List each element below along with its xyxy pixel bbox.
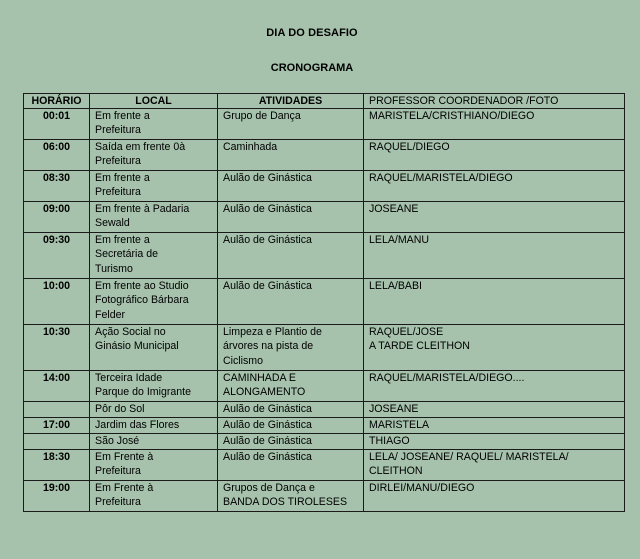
professor-cell: MARISTELA — [364, 418, 625, 434]
activities-cell: Aulão de Ginástica — [218, 279, 364, 325]
activities-cell: Grupo de Dança — [218, 109, 364, 140]
location-cell: Saída em frente 0à Prefeitura — [90, 140, 218, 171]
time-cell — [24, 402, 90, 418]
table-row — [24, 202, 625, 233]
activities-cell: Aulão de Ginástica — [218, 202, 364, 233]
activities-cell: Aulão de Ginástica — [218, 418, 364, 434]
activities-cell: CAMINHADA E ALONGAMENTO — [218, 371, 364, 402]
header-time: HORÁRIO — [24, 94, 90, 109]
professor-cell: RAQUEL/JOSE A TARDE CLEITHON — [364, 325, 625, 371]
time-cell: 10:30 — [24, 325, 90, 371]
table-row — [24, 434, 625, 450]
location-cell: Em frente ao Studio Fotográfico Bárbara Felder — [90, 279, 218, 325]
time-cell: 00:01 — [24, 109, 90, 140]
location-cell: Em Frente à Prefeitura — [90, 481, 218, 512]
location-cell: Em frente à Padaria Sewald — [90, 202, 218, 233]
time-cell: 10:00 — [24, 279, 90, 325]
time-cell: 06:00 — [24, 140, 90, 171]
header-location: LOCAL — [90, 94, 218, 109]
table-row — [24, 233, 625, 279]
page-title: DIA DO DESAFIO — [266, 27, 358, 39]
header-row — [24, 94, 625, 109]
location-cell: Em Frente à Prefeitura — [90, 450, 218, 481]
location-cell: Ação Social no Ginásio Municipal — [90, 325, 218, 371]
time-cell: 17:00 — [24, 418, 90, 434]
professor-cell: LELA/ JOSEANE/ RAQUEL/ MARISTELA/ CLEITHON — [364, 450, 625, 481]
professor-cell: RAQUEL/DIEGO — [364, 140, 625, 171]
location-cell: Em frente a Prefeitura — [90, 171, 218, 202]
location-cell: Pôr do Sol — [90, 402, 218, 418]
time-cell: 19:00 — [24, 481, 90, 512]
location-cell: Jardim das Flores — [90, 418, 218, 434]
time-cell — [24, 434, 90, 450]
activities-cell: Grupos de Dança e BANDA DOS TIROLESES — [218, 481, 364, 512]
professor-cell: DIRLEI/MANU/DIEGO — [364, 481, 625, 512]
header-activities: ATIVIDADES — [218, 94, 364, 109]
time-cell: 18:30 — [24, 450, 90, 481]
table-row — [24, 450, 625, 481]
activities-cell: Caminhada — [218, 140, 364, 171]
professor-cell: THIAGO — [364, 434, 625, 450]
activities-cell: Aulão de Ginástica — [218, 171, 364, 202]
table-row — [24, 418, 625, 434]
activities-cell: Aulão de Ginástica — [218, 402, 364, 418]
table-row — [24, 481, 625, 512]
table-row — [24, 325, 625, 371]
activities-cell: Aulão de Ginástica — [218, 233, 364, 279]
time-cell: 08:30 — [24, 171, 90, 202]
professor-cell: MARISTELA/CRISTHIANO/DIEGO — [364, 109, 625, 140]
time-cell: 14:00 — [24, 371, 90, 402]
table-row — [24, 109, 625, 140]
professor-cell: LELA/MANU — [364, 233, 625, 279]
table-row — [24, 371, 625, 402]
header-professor: PROFESSOR COORDENADOR /FOTO — [364, 94, 625, 109]
professor-cell: RAQUEL/MARISTELA/DIEGO.... — [364, 371, 625, 402]
activities-cell: Aulão de Ginástica — [218, 450, 364, 481]
time-cell: 09:30 — [24, 233, 90, 279]
location-cell: São José — [90, 434, 218, 450]
table-row — [24, 140, 625, 171]
activities-cell: Limpeza e Plantio de árvores na pista de Ciclismo — [218, 325, 364, 371]
time-cell: 09:00 — [24, 202, 90, 233]
location-cell: Em frente a Prefeitura — [90, 109, 218, 140]
professor-cell: JOSEANE — [364, 202, 625, 233]
schedule-table — [23, 93, 625, 512]
location-cell: Em frente a Secretária de Turismo — [90, 233, 218, 279]
professor-cell: JOSEANE — [364, 402, 625, 418]
professor-cell: RAQUEL/MARISTELA/DIEGO — [364, 171, 625, 202]
page-subtitle: CRONOGRAMA — [270, 62, 354, 74]
professor-cell: LELA/BABI — [364, 279, 625, 325]
table-row — [24, 402, 625, 418]
location-cell: Terceira Idade Parque do Imigrante — [90, 371, 218, 402]
activities-cell: Aulão de Ginástica — [218, 434, 364, 450]
table-row — [24, 171, 625, 202]
table-row — [24, 279, 625, 325]
